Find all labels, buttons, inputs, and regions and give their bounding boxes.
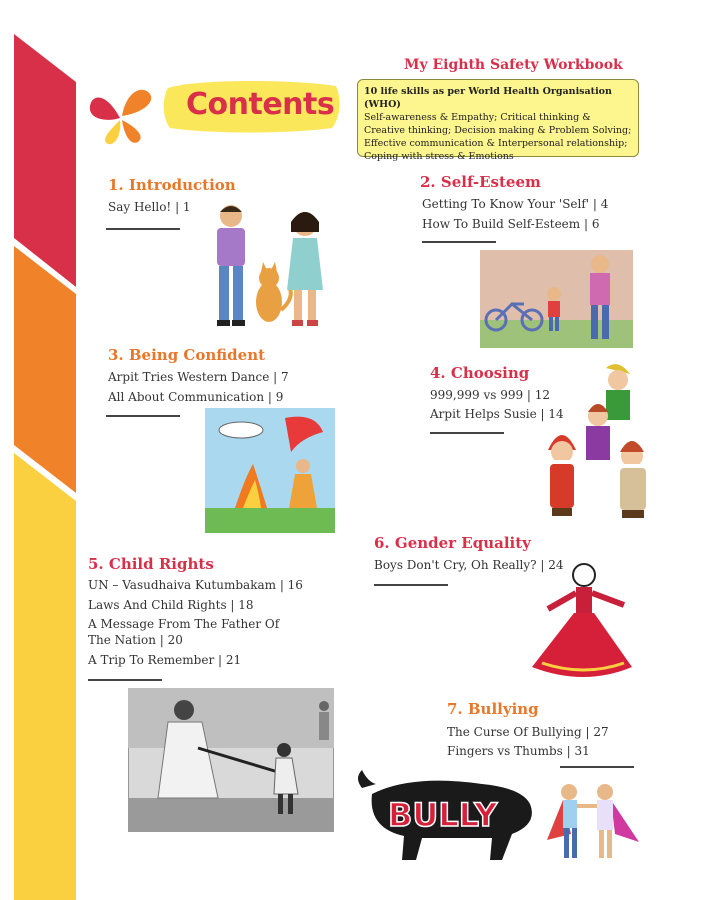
bully-bull-illustration — [352, 764, 552, 864]
section-divider — [422, 241, 496, 243]
toc-item[interactable]: All About Communication | 9 — [108, 390, 284, 404]
kids-in-capes-illustration — [545, 780, 645, 870]
section-divider — [560, 766, 634, 768]
butterfly-logo-icon — [86, 82, 156, 146]
section-title-choosing: 4. Choosing — [430, 364, 530, 382]
section-divider — [106, 228, 180, 230]
bully-sign-text: BULLY — [388, 796, 498, 834]
section-title-being-confident: 3. Being Confident — [108, 346, 266, 364]
toc-item[interactable]: Fingers vs Thumbs | 31 — [447, 744, 590, 758]
toc-item[interactable]: Getting To Know Your 'Self' | 4 — [422, 197, 609, 211]
toc-item[interactable]: The Curse Of Bullying | 27 — [447, 725, 609, 739]
section-title-child-rights: 5. Child Rights — [88, 555, 214, 573]
section-title-gender-equality: 6. Gender Equality — [374, 534, 531, 552]
left-color-bands — [0, 0, 80, 900]
workbook-title: My Eighth Safety Workbook — [404, 57, 623, 73]
dancer-in-red-skirt-illustration — [528, 563, 632, 687]
yellow-band — [14, 453, 76, 900]
toc-item[interactable]: A Trip To Remember | 21 — [88, 653, 242, 667]
section-divider — [88, 679, 162, 681]
toc-item[interactable]: Say Hello! | 1 — [108, 200, 191, 214]
dwarfs-illustration — [538, 360, 653, 525]
toc-item[interactable]: UN – Vasudhaiva Kutumbakam | 16 — [88, 578, 303, 592]
gandhi-historic-photo — [128, 688, 334, 832]
campfire-dance-illustration — [205, 408, 335, 533]
who-life-skills-box — [357, 79, 639, 162]
man-and-boy-with-bicycle-illustration — [480, 250, 633, 348]
toc-item[interactable]: The Nation | 20 — [88, 633, 183, 647]
toc-item[interactable]: Arpit Helps Susie | 14 — [430, 407, 564, 421]
toc-item[interactable]: Laws And Child Rights | 18 — [88, 598, 254, 612]
toc-item[interactable]: Boys Don't Cry, Oh Really? | 24 — [374, 558, 564, 572]
section-title-introduction: 1. Introduction — [108, 176, 236, 194]
children-with-cat-illustration — [205, 198, 335, 333]
toc-item[interactable]: 999,999 vs 999 | 12 — [430, 388, 551, 402]
section-divider — [374, 584, 448, 586]
toc-item[interactable]: A Message From The Father Of — [88, 617, 280, 631]
orange-band — [14, 246, 76, 493]
section-divider — [430, 432, 504, 434]
who-box-body: Self-awareness & Empathy; Critical thinking & Creative thinking; Decision making & Problem Solving; Effective communication & Interpersonal relationship; Coping with stress & Emotions — [364, 112, 632, 162]
who-box-heading: 10 life skills as per World Health Organisation (WHO) — [364, 86, 612, 110]
toc-item[interactable]: How To Build Self-Esteem | 6 — [422, 217, 600, 231]
page-title: Contents — [186, 87, 335, 122]
toc-item[interactable]: Arpit Tries Western Dance | 7 — [108, 370, 289, 384]
section-divider — [106, 415, 180, 417]
red-band — [14, 34, 76, 287]
section-title-bullying: 7. Bullying — [447, 700, 539, 718]
section-title-self-esteem: 2. Self-Esteem — [420, 173, 541, 191]
